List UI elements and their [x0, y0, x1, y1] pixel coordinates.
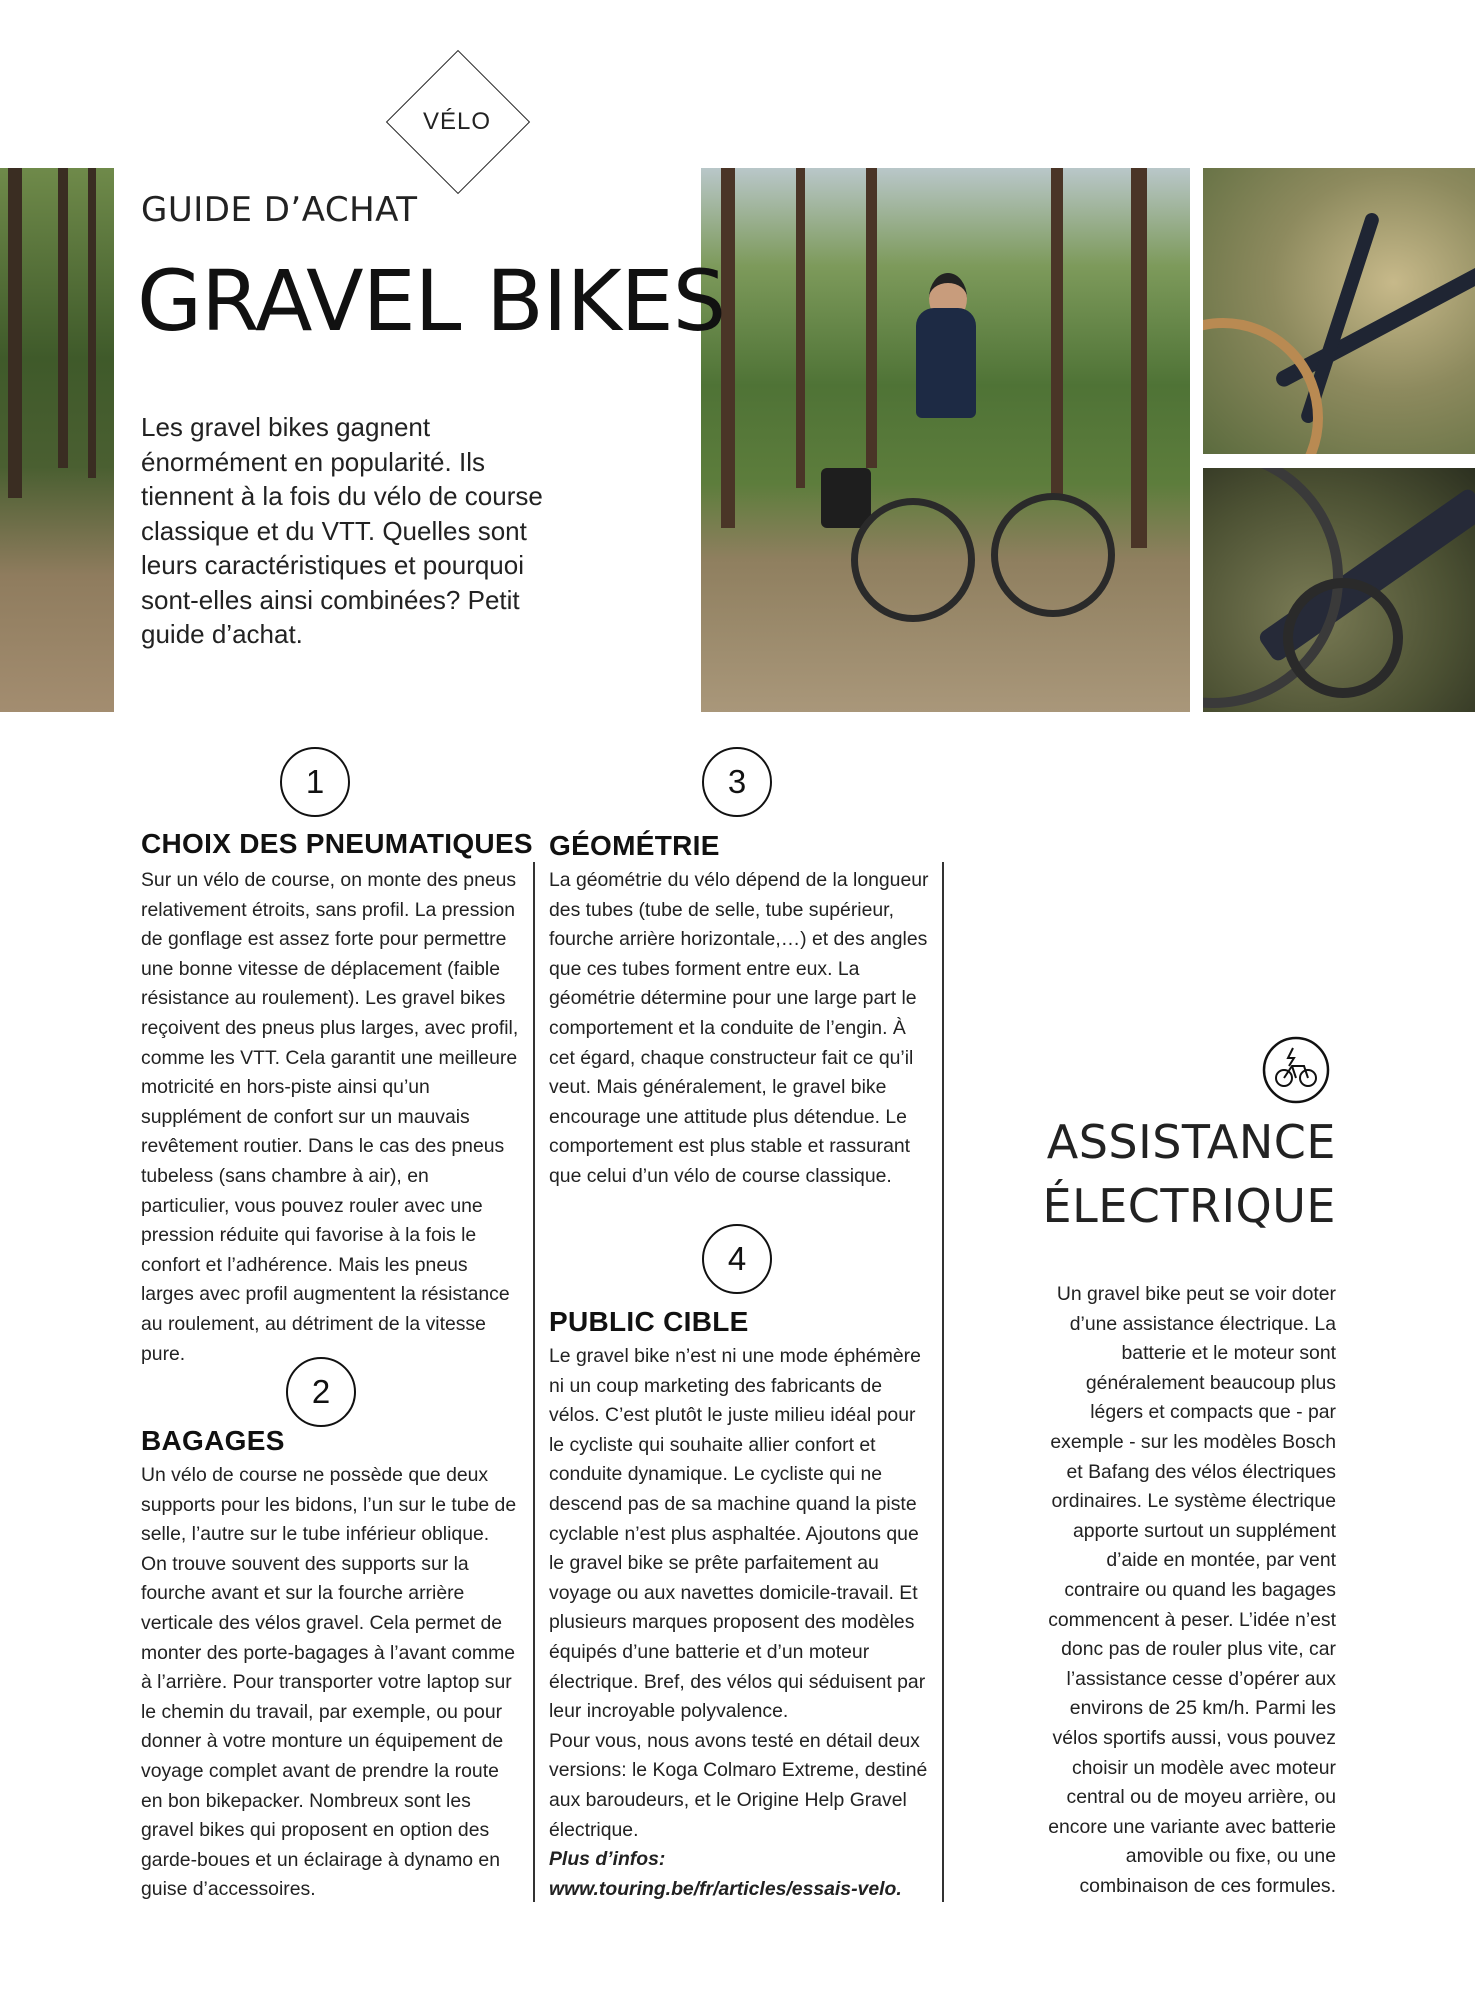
guide-label: GUIDE D’ACHAT — [141, 190, 418, 230]
section-text-luggage: Un vélo de course ne possède que deux supports pour les bidons, l’un sur le tube de selle, l’autre sur le tube inférieur oblique. On trouve souvent des supports sur la fourche avant et sur la fourche arrière verticale des vélos gravel. Cela permet de monter des porte-bagages à l’avant comme à l’arrière. Pour transporter votre laptop sur le chemin du travail, par exemple, ou pour donner à votre monture un équipement de voyage complet avant de prendre la route en bon bikepacker. Nombreux sont les gravel bikes qui proposent en option des garde-boues et un éclairage à dynamo en guise d’accessoires. — [141, 1464, 517, 1901]
bike-crankset-photo — [1203, 468, 1475, 712]
intro-paragraph: Les gravel bikes gagnent énormément en popularité. Ils tiennent à la fois du vélo de course classique et du VTT. Quelles sont leurs caractéristiques et pourquoi sont-elles ainsi combinées? Petit guide d’achat. — [141, 412, 543, 649]
section-title-tires: CHOIX DES PNEUMATIQUES — [141, 828, 533, 859]
section-number-4: 4 — [702, 1224, 772, 1294]
section-title-luggage: BAGAGES — [141, 1425, 285, 1456]
section-text-geometry: La géométrie du vélo dépend de la longueur des tubes (tube de selle, tube supérieur, fourche arrière horizontale,…) et des angles que ces tubes forment entre eux. La géométrie détermine pour une large part le comportement et la conduite de l’engin. À cet égard, chaque constructeur fait ce qu’il veut. Mais généralement, le gravel bike encourage une attitude plus détendue. Le comportement est plus stable et rassurant que celui d’un vélo de course classique. — [549, 869, 929, 1187]
section-title-geometry: GÉOMÉTRIE — [549, 830, 720, 861]
e-bike-icon — [1262, 1036, 1330, 1104]
forest-path-photo — [0, 168, 114, 712]
bike-handlebar-photo — [1203, 168, 1475, 454]
assistance-text: Un gravel bike peut se voir doter d’une assistance électrique. La batterie et le moteur sont généralement beaucoup plus légers et compacts que - par exemple - sur les modèles Bosch et Bafang des vélos électriques ordinaires. Le système électrique apporte surtout un supplément d’aide en montée, par vent contraire ou quand les bagages commencent à peser. L’idée n’est donc pas de rouler plus vite, car l’assistance cesse d’opérer aux environs de 25 km/h. Parmi les vélos sportifs aussi, vous pouvez choisir un modèle avec moteur central ou de moyeu arrière, ou encore une variante avec batterie amovible ou fixe, ou une combinaison de ces formules. — [1048, 1283, 1336, 1897]
section-badge-label: VÉLO — [422, 108, 492, 135]
assistance-title — [1040, 1110, 1336, 1238]
section-number-1: 1 — [280, 747, 350, 817]
page-title: GRAVEL BIKES — [137, 252, 726, 350]
section-number-3: 3 — [702, 747, 772, 817]
assistance-title-line1: ASSISTANCE — [1046, 1115, 1336, 1169]
section-number-2: 2 — [286, 1357, 356, 1427]
section-title-target-audience: PUBLIC CIBLE — [549, 1306, 749, 1337]
section-body-target-audience — [549, 1342, 929, 1904]
column-divider-left — [533, 862, 535, 1902]
more-info-link[interactable]: Plus d’infos: www.touring.be/fr/articles/essais-velo. — [549, 1848, 902, 1900]
cyclist-forest-photo — [701, 168, 1190, 712]
section-text-target-audience: Le gravel bike n’est ni une mode éphémère ni un coup marketing des fabricants de vélos. C’est plutôt le juste milieu idéal pour le cycliste qui souhaite allier confort et conduite dynamique. Le cycliste qui ne descend pas de sa machine quand la piste cyclable n’est plus asphaltée. Ajoutons que le gravel bike se prête parfaitement au voyage ou aux navettes domicile-travail. Et plusieurs marques proposent des modèles équipés d’une batterie et d’un moteur électrique. Bref, des vélos qui séduisent par leur incroyable polyvalence. — [549, 1345, 926, 1723]
assistance-title-line2: ÉLECTRIQUE — [1042, 1179, 1336, 1233]
section-text-tested-models: Pour vous, nous avons testé en détail deux versions: le Koga Colmaro Extreme, destiné aux baroudeurs, et le Origine Help Gravel électrique. — [549, 1729, 928, 1841]
column-divider-right — [942, 862, 944, 1902]
section-text-tires: Sur un vélo de course, on monte des pneus relativement étroits, sans profil. La pression de gonflage est assez forte pour permettre une bonne vitesse de déplacement (faible résistance au roulement). Les gravel bikes reçoivent des pneus plus larges, avec profil, comme les VTT. Cela garantit une meilleure motricité en hors-piste ainsi qu’un supplément de confort sur un mauvais revêtement routier. Dans le cas des pneus tubeless (sans chambre à air), en particulier, vous pouvez rouler avec une pression réduite qui favorise à la fois le confort et l’adhérence. Mais les pneus larges avec profil augmentent la résistance au roulement, au détriment de la vitesse pure. — [141, 869, 519, 1365]
